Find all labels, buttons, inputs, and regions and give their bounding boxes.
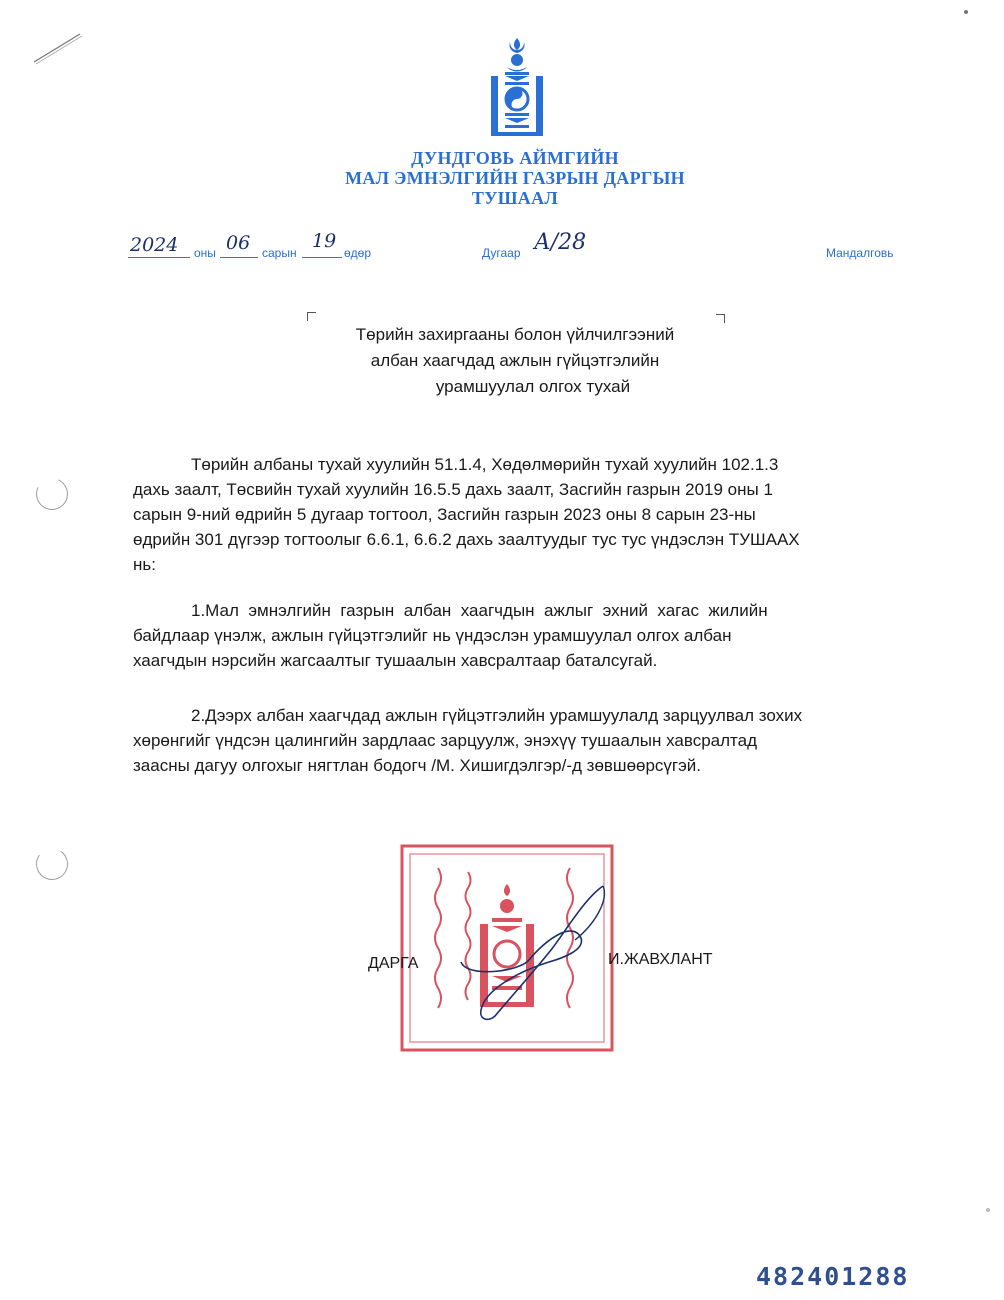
- item1-line: хаагчдын нэрсийн жагсаалтыг тушаалын хавсралтаар баталсугай.: [133, 651, 658, 670]
- top-right-speck: [964, 10, 968, 14]
- punch-hole-upper: [31, 473, 72, 514]
- title-line1: Төрийн захиргааны болон үйлчилгээний: [355, 325, 675, 344]
- month-label: сарын: [262, 246, 297, 260]
- preamble-line: сарын 9-ний өдрийн 5 дугаар тогтоол, Засгийн газрын 2023 оны 8 сарын 23-ны: [133, 505, 756, 524]
- title-line3: урамшуулал олгох тухай: [435, 377, 631, 396]
- order-item-1: [133, 598, 903, 673]
- day-label: өдөр: [344, 246, 372, 260]
- handwritten-signature: [455, 880, 615, 1026]
- item2-line: заасны дагуу олгохыг нягтлан бодогч /М. Хишигдэлгэр/-д зөвшөөрсүгэй.: [133, 756, 702, 775]
- title-corner-right: [716, 314, 725, 323]
- title-line2: албан хаагчдад ажлын гүйцэтгэлийн: [370, 351, 660, 370]
- document-type: ТУШААЛ: [471, 188, 559, 208]
- number-label: Дугаар: [482, 246, 521, 260]
- punch-hole-lower: [33, 845, 70, 882]
- year-label: оны: [194, 246, 216, 260]
- month-underline: [220, 257, 258, 258]
- preamble-line: дахь заалт, Төсвийн тухай хуулийн 16.5.5 дахь заалт, Засгийн газрын 2019 оны 1: [133, 480, 773, 499]
- signer-name: И.ЖАВХЛАНТ: [608, 951, 713, 968]
- date-day: 19: [312, 230, 337, 252]
- day-underline: [302, 257, 342, 258]
- preamble-line: өдрийн 301 дүгээр тогтоолыг 6.6.1, 6.6.2 дахь заалтуудыг тус тус үндэслэн ТУШААХ: [133, 530, 800, 549]
- item1-line: байдлаар үнэлж, ажлын гүйцэтгэлийг нь үндэслэн урамшуулал олгох албан: [133, 626, 732, 645]
- date-year: 2024: [130, 234, 179, 256]
- organization-name-line2: МАЛ ЭМНЭЛГИЙН ГАЗРЫН ДАРГЫН: [345, 168, 685, 188]
- preamble-line: нь:: [133, 555, 156, 574]
- preamble-paragraph: [133, 452, 903, 577]
- order-item-2: [133, 703, 903, 778]
- serial-number: 482401288: [756, 1262, 910, 1291]
- pen-mark: [30, 28, 86, 68]
- year-underline: [128, 257, 190, 258]
- title-corner-left: [307, 312, 316, 321]
- item1-line: 1.Мал эмнэлгийн газрын албан хаагчдын ажлыг эхний хагас жилийн: [191, 601, 768, 620]
- soyombo-emblem: [488, 36, 546, 138]
- place-name: Мандалговь: [826, 246, 894, 260]
- item2-line: хөрөнгийг үндсэн цалингийн зардлаас зарцуулж, энэхүү тушаалын хавсралтад: [133, 731, 757, 750]
- item2-line: 2.Дээрх албан хаагчдад ажлын гүйцэтгэлийн урамшуулалд зарцуулвал зохих: [191, 706, 803, 725]
- order-number: А/28: [534, 230, 587, 255]
- margin-speck: [986, 1208, 990, 1212]
- date-month: 06: [226, 232, 251, 254]
- signer-position: ДАРГА: [368, 955, 419, 972]
- preamble-line: Төрийн албаны тухай хуулийн 51.1.4, Хөдөлмөрийн тухай хуулийн 102.1.3: [191, 455, 779, 474]
- organization-name-line1: ДУНДГОВЬ АЙМГИЙН: [411, 148, 619, 168]
